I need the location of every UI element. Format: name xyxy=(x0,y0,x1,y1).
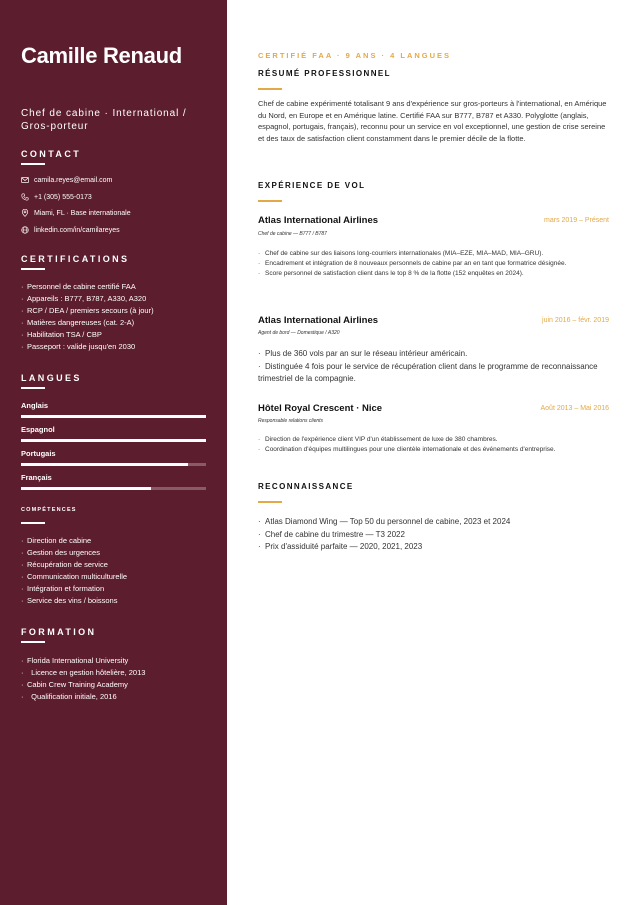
list-item: · RCP / DEA / premiers secours (à jour) xyxy=(21,306,154,315)
language-bar xyxy=(21,439,206,442)
job-bullets xyxy=(258,435,613,455)
job-position: Chef de cabine — B777 / B787 xyxy=(258,231,327,237)
list-item: · Habilitation TSA / CBP xyxy=(21,330,102,339)
list-item: · Chef de cabine sur des liaisons long-courriers internationales (MIA–EZE, MIA–MAD, MIA–GRU). xyxy=(258,250,544,257)
contact-location xyxy=(21,207,131,219)
list-item: · Score personnel de satisfaction client dans le top 8 % de la flotte (152 enquêtes en 2024). xyxy=(258,270,524,277)
list-item: · Direction de cabine xyxy=(21,536,92,545)
list-item: · Atlas Diamond Wing — Top 50 du personnel de cabine, 2023 et 2024 xyxy=(258,517,511,526)
job-company: Atlas International Airlines xyxy=(258,215,379,226)
contact-email-text: camila.reyes@email.com xyxy=(34,176,113,184)
experience-heading: EXPÉRIENCE DE VOL xyxy=(258,181,366,190)
job-dates: mars 2019 – Présent xyxy=(544,217,609,224)
contact-linkedin[interactable] xyxy=(21,224,120,236)
globe-icon xyxy=(21,226,29,234)
certifications-list xyxy=(21,281,154,353)
list-item: · Récupération de service xyxy=(21,560,108,569)
job-dates: Août 2013 – Mai 2016 xyxy=(540,405,609,412)
candidate-name: Camille Renaud xyxy=(21,43,182,68)
main-content xyxy=(227,0,640,905)
experience-rule xyxy=(258,200,282,202)
skills-list xyxy=(21,535,127,607)
contact-phone[interactable] xyxy=(21,191,92,203)
language-bar-fill xyxy=(21,439,206,442)
contact-heading: CONTACT xyxy=(21,149,82,159)
skills-rule xyxy=(21,522,45,524)
language-bar xyxy=(21,487,206,490)
language-bar xyxy=(21,415,206,418)
education-rule xyxy=(21,641,45,643)
summary-heading: RÉSUMÉ PROFESSIONNEL xyxy=(258,69,391,78)
list-item: · Chef de cabine du trimestre — T3 2022 xyxy=(258,529,405,539)
list-item: · Passeport : valide jusqu'en 2030 xyxy=(21,342,136,351)
list-item: · Service des vins / boissons xyxy=(21,596,118,605)
language-bar xyxy=(21,463,206,466)
list-item: · Florida International University xyxy=(21,656,129,665)
mail-icon xyxy=(21,176,29,184)
contact-location-text: Miami, FL · Base internationale xyxy=(34,209,131,217)
languages-rule xyxy=(21,387,45,389)
list-item: · Distinguée 4 fois pour le service de récupération client dans le programme de reconnaissance trimestriel de la compagnie. xyxy=(258,361,598,383)
list-item: · Matières dangereuses (cat. 2-A) xyxy=(21,318,135,327)
list-item: · Cabin Crew Training Academy xyxy=(21,680,128,689)
certifications-heading: CERTIFICATIONS xyxy=(21,254,130,264)
list-item: · Encadrement et intégration de 8 nouveaux personnels de cabine par an en tant que formatrice désignée. xyxy=(258,260,567,267)
job-bullets xyxy=(258,348,613,386)
sidebar xyxy=(0,0,227,905)
job-position: Responsable relations clients xyxy=(258,418,324,424)
phone-icon xyxy=(21,193,29,201)
list-item: · Direction de l'expérience client VIP d'un établissement de luxe de 380 chambres. xyxy=(258,436,498,443)
list-item: · Communication multiculturelle xyxy=(21,572,128,581)
language-bar-fill xyxy=(21,415,206,418)
skills-heading: COMPÉTENCES xyxy=(21,507,77,513)
job-company: Hôtel Royal Crescent · Nice xyxy=(258,403,383,414)
languages-heading: LANGUES xyxy=(21,373,82,383)
contact-linkedin-text: linkedin.com/in/camilareyes xyxy=(34,226,120,234)
list-item: · Licence en gestion hôtelière, 2013 xyxy=(21,668,146,677)
language-name: Anglais xyxy=(21,401,49,410)
location-icon xyxy=(21,209,29,217)
recognition-rule xyxy=(258,501,282,503)
contact-rule xyxy=(21,163,45,165)
list-item: · Qualification initiale, 2016 xyxy=(21,692,117,701)
job-position: Agent de bord — Domestique / A320 xyxy=(258,330,340,336)
recognition-heading: RECONNAISSANCE xyxy=(258,482,354,491)
certifications-rule xyxy=(21,268,45,270)
job-bullets xyxy=(258,249,613,279)
recognition-list xyxy=(258,516,613,554)
language-name: Espagnol xyxy=(21,425,55,434)
language-bar-fill xyxy=(21,463,188,466)
job-company: Atlas International Airlines xyxy=(258,315,379,326)
list-item: · Plus de 360 vols par an sur le réseau intérieur américain. xyxy=(258,349,468,358)
contact-email[interactable] xyxy=(21,174,112,186)
candidate-role: Chef de cabine · International / Gros-porteur xyxy=(21,108,187,132)
list-item: · Prix d'assiduité parfaite — 2020, 2021, 2023 xyxy=(258,542,423,551)
tagline: CERTIFIÉ FAA · 9 ANS · 4 LANGUES xyxy=(258,51,452,60)
list-item: · Gestion des urgences xyxy=(21,548,100,557)
list-item: · Intégration et formation xyxy=(21,584,105,593)
contact-phone-text: +1 (305) 555-0173 xyxy=(34,193,92,201)
list-item: · Appareils : B777, B787, A330, A320 xyxy=(21,294,147,303)
list-item: · Personnel de cabine certifié FAA xyxy=(21,282,136,291)
list-item: · Coordination d'équipes multilingues pour une clientèle internationale et des événements d'entreprise. xyxy=(258,446,556,453)
language-name: Portugais xyxy=(21,449,56,458)
education-list xyxy=(21,655,145,703)
summary-rule xyxy=(258,88,282,90)
summary-text: Chef de cabine expérimenté totalisant 9 ans d'expérience sur gros-porteurs à l'international, en Amérique du Nord, en Europe et en Amérique latine. Certifié FAA sur B777, B787 et A330. Polyglotte (anglais, espagnol, portugais, français), reconnu pour un service en vol exceptionnel, une gestion de crise sereine et des taux de satisfaction client constamment dans le premier décile de la flotte. xyxy=(258,99,607,143)
language-bar-fill xyxy=(21,487,151,490)
education-heading: FORMATION xyxy=(21,627,97,637)
language-name: Français xyxy=(21,473,52,482)
job-dates: juin 2016 – févr. 2019 xyxy=(542,317,609,324)
